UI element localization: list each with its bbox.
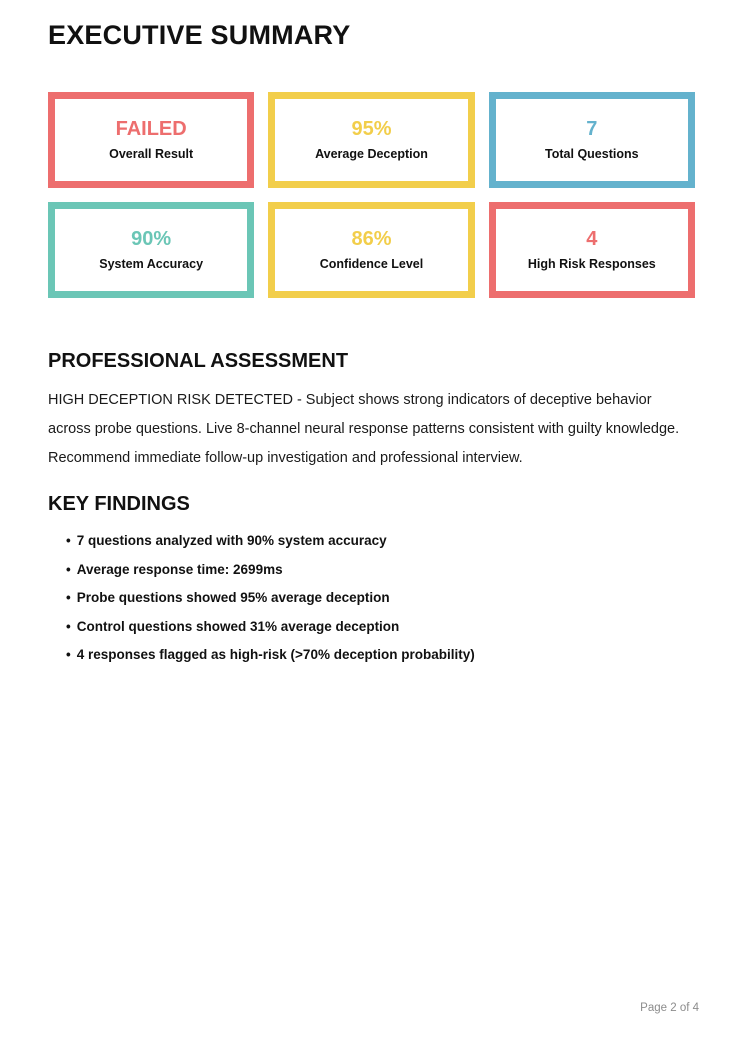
bullet-icon: •	[66, 647, 71, 662]
key-finding-text: Average response time: 2699ms	[76, 561, 283, 577]
stat-value: FAILED	[115, 118, 187, 141]
bullet-icon: •	[66, 618, 71, 634]
stat-value: 4	[586, 228, 598, 251]
stat-card-high-risk-responses	[489, 202, 695, 298]
key-findings-section	[48, 493, 695, 670]
page-number: Page 2 of 4	[640, 1002, 699, 1014]
assessment-body-text: HIGH DECEPTION RISK DETECTED - Subject shows strong indicators of deceptive behavior across probe questions. Live 8-channel neural response patterns consistent with guilty knowledge. Recommend immediate follow-up investigation and professional interview.	[48, 392, 680, 466]
key-findings-list	[48, 527, 695, 670]
stat-card-overall-result	[48, 92, 254, 188]
key-finding-item	[66, 613, 695, 642]
stat-label: Overall Result	[109, 147, 194, 162]
professional-assessment-section	[48, 350, 695, 473]
stat-label: Average Deception	[315, 147, 428, 162]
stat-label: Confidence Level	[319, 257, 424, 272]
page-title: EXECUTIVE SUMMARY	[48, 20, 351, 50]
stat-cards-grid	[48, 92, 695, 298]
stat-label: High Risk Responses	[527, 257, 656, 272]
assessment-heading: PROFESSIONAL ASSESSMENT	[48, 350, 349, 372]
key-finding-item	[66, 584, 695, 613]
key-finding-text: 7 questions analyzed with 90% system accuracy	[76, 533, 387, 548]
key-finding-item	[66, 527, 695, 556]
stat-card-confidence-level	[268, 202, 474, 298]
bullet-icon: •	[66, 590, 71, 605]
key-finding-text: 4 responses flagged as high-risk (>70% deception probability)	[76, 647, 475, 662]
stat-card-average-deception	[268, 92, 474, 188]
key-findings-heading: KEY FINDINGS	[48, 493, 190, 515]
stat-value: 90%	[131, 228, 172, 251]
stat-label: Total Questions	[545, 147, 639, 162]
stat-value: 95%	[351, 118, 392, 141]
stat-value: 7	[586, 118, 598, 141]
key-finding-text: Probe questions showed 95% average deception	[76, 590, 390, 605]
stat-label: System Accuracy	[99, 257, 204, 272]
key-finding-text: Control questions showed 31% average deception	[76, 618, 400, 634]
bullet-icon: •	[66, 561, 71, 577]
key-finding-item	[66, 641, 695, 670]
stat-card-total-questions	[489, 92, 695, 188]
stat-card-system-accuracy	[48, 202, 254, 298]
key-finding-item	[66, 556, 695, 585]
stat-value: 86%	[351, 228, 392, 251]
bullet-icon: •	[66, 533, 71, 548]
